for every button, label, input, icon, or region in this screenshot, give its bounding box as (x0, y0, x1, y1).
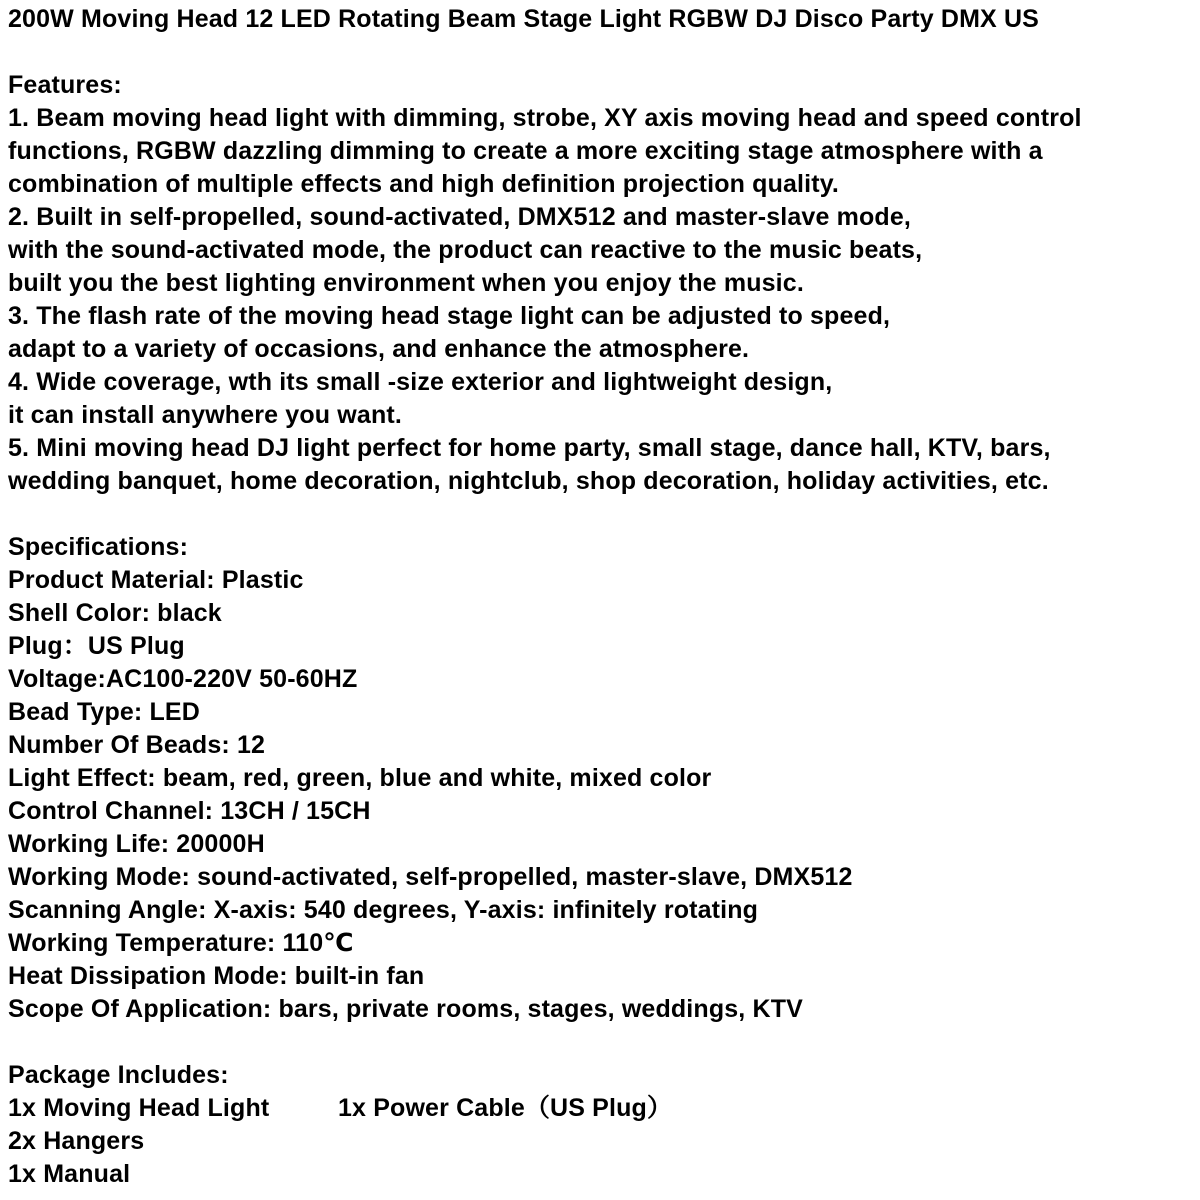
package-section (8, 1059, 1194, 1191)
feature-line: built you the best lighting environment when you enjoy the music. (8, 269, 804, 297)
spec-line: Working Temperature: 110℃ (8, 929, 354, 957)
package-row (8, 1092, 1194, 1125)
specifications-section (8, 531, 1194, 1026)
features-heading: Features: (8, 71, 122, 99)
feature-line: adapt to a variety of occasions, and enhance the atmosphere. (8, 335, 750, 363)
feature-line: 4. Wide coverage, wth its small -size exterior and lightweight design, (8, 368, 833, 396)
spec-line: Bead Type: LED (8, 698, 200, 726)
spec-line: Number Of Beads: 12 (8, 731, 266, 759)
spec-line: Scope Of Application: bars, private rooms, stages, weddings, KTV (8, 995, 803, 1023)
package-item: 1x Manual (8, 1160, 131, 1188)
feature-line: wedding banquet, home decoration, nightclub, shop decoration, holiday activities, etc. (8, 467, 1049, 495)
feature-line: 1. Beam moving head light with dimming, strobe, XY axis moving head and speed control (8, 104, 1082, 132)
feature-line: 5. Mini moving head DJ light perfect for home party, small stage, dance hall, KTV, bars, (8, 434, 1051, 462)
feature-line: 3. The flash rate of the moving head stage light can be adjusted to speed, (8, 302, 891, 330)
spacer (8, 36, 1194, 69)
feature-line: it can install anywhere you want. (8, 401, 402, 429)
features-section (8, 69, 1194, 498)
package-item: 2x Hangers (8, 1127, 145, 1155)
spec-line: Heat Dissipation Mode: built-in fan (8, 962, 425, 990)
spec-line: Control Channel: 13CH / 15CH (8, 797, 371, 825)
specifications-heading: Specifications: (8, 533, 189, 561)
spacer (8, 498, 1194, 531)
spec-line: Plug：US Plug (8, 632, 185, 660)
package-item: 1x Moving Head Light (8, 1094, 270, 1122)
product-description (8, 3, 1194, 1191)
feature-line: functions, RGBW dazzling dimming to create a more exciting stage atmosphere with a (8, 137, 1043, 165)
feature-line: combination of multiple effects and high definition projection quality. (8, 170, 840, 198)
spec-line: Light Effect: beam, red, green, blue and white, mixed color (8, 764, 712, 792)
feature-line: 2. Built in self-propelled, sound-activated, DMX512 and master-slave mode, (8, 203, 911, 231)
product-title: 200W Moving Head 12 LED Rotating Beam Stage Light RGBW DJ Disco Party DMX US (8, 5, 1040, 33)
spec-line: Scanning Angle: X-axis: 540 degrees, Y-axis: infinitely rotating (8, 896, 759, 924)
package-item: 1x Power Cable（US Plug） (338, 1094, 673, 1122)
spec-line: Working Mode: sound-activated, self-propelled, master-slave, DMX512 (8, 863, 853, 891)
spec-line: Working Life: 20000H (8, 830, 265, 858)
spec-line: Product Material: Plastic (8, 566, 304, 594)
spacer (8, 1026, 1194, 1059)
spec-line: Voltage:AC100-220V 50-60HZ (8, 665, 358, 693)
package-heading: Package Includes: (8, 1061, 229, 1089)
spec-line: Shell Color: black (8, 599, 222, 627)
feature-line: with the sound-activated mode, the product can reactive to the music beats, (8, 236, 923, 264)
